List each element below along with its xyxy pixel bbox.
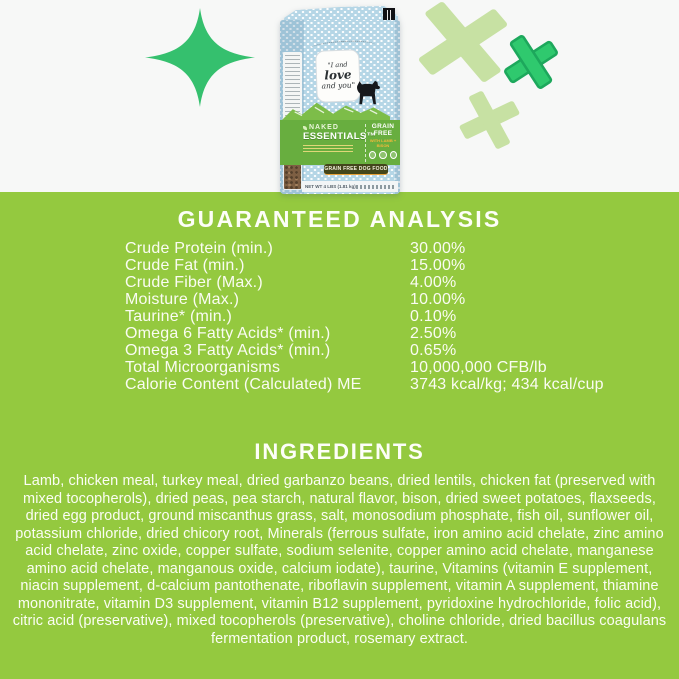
product-line2: ESSENTIALS™	[303, 131, 377, 142]
row-label: Omega 6 Fatty Acids* (min.)	[125, 325, 331, 342]
ingredients-text: Lamb, chicken meal, turkey meal, dried garbanzo beans, dried lentils, chicken fat (preserved with mixed tocopherols), dried peas, pea starch, natural flavor, bison, dried sweet potatoes, flaxseeds, dried egg product, ground miscanthus grass, salt, monosodium phosphate, fish oil, sunflower oil, potassium chloride, dried chicory root, Minerals (ferrous sulfate, iron amino acid chelate, zinc amino acid chelate, zinc oxide, copper sulfate, sodium selenite, copper amino acid chelate, manganese amino acid chelate, manganous oxide, calcium iodate), taurine, Vitamins (vitamin E supplement, niacin supplement, d-calcium pantothenate, riboflavin supplement, vitamin A supplement, thiamine mononitrate, vitamin D3 supplement, vitamin B12 supplement, pyridoxine hydrochloride, folic acid), citric acid (preservative), mixed tocopherols (preservative), choline chloride, dried bacillus coagulans fermentation product, rosemary extract.	[12, 473, 667, 647]
row-label: Crude Fiber (Max.)	[125, 274, 263, 291]
row-value: 10,000,000 CFB/lb	[410, 359, 547, 376]
table-row	[125, 291, 679, 308]
table-row	[125, 308, 679, 325]
product-fine-print	[303, 145, 353, 154]
row-value: 10.00%	[410, 291, 466, 308]
row-value: 0.65%	[410, 342, 457, 359]
claim-title: GRAIN FREE	[371, 123, 395, 137]
table-row	[125, 359, 679, 376]
bag-right-fold	[395, 20, 400, 194]
row-value: 2.50%	[410, 325, 457, 342]
band-divider	[365, 124, 366, 162]
stamp-icon	[379, 151, 386, 159]
stamp-icon	[369, 151, 376, 159]
dog-food-bag	[280, 6, 400, 194]
row-label: Calorie Content (Calculated) ME	[125, 376, 362, 393]
claims	[369, 123, 397, 159]
leaf-icon	[303, 126, 307, 130]
table-row	[125, 376, 679, 393]
row-value: 30.00%	[410, 240, 466, 257]
guaranteed-analysis-title: GUARANTEED ANALYSIS	[177, 206, 502, 232]
ingredients-title: INGREDIENTS	[254, 439, 425, 464]
table-row	[125, 325, 679, 342]
net-strip-fine-print	[356, 185, 395, 189]
stamp-icon	[390, 151, 397, 159]
claim-sub: WITH LAMB + BISON	[369, 138, 397, 148]
x-decoration-large-icon	[413, 0, 513, 88]
row-value: 15.00%	[410, 257, 466, 274]
row-label: Moisture (Max.)	[125, 291, 240, 308]
table-row	[125, 257, 679, 274]
row-value: 0.10%	[410, 308, 457, 325]
grain-free-band: GRAIN FREE DOG FOOD	[324, 164, 388, 175]
brand-text: "I and	[327, 61, 348, 70]
sparkle-icon	[145, 8, 255, 107]
guaranteed-analysis-table	[125, 240, 679, 393]
table-row	[125, 274, 679, 291]
mountains-graphic	[280, 100, 390, 122]
certification-stamps	[369, 151, 397, 159]
net-weight-strip	[302, 181, 398, 192]
row-label: Omega 3 Fatty Acids* (min.)	[125, 342, 331, 359]
brand-text: and you"	[321, 80, 356, 91]
brand-text: love	[324, 67, 352, 83]
x-decoration-bright-icon	[500, 31, 562, 93]
row-label: Taurine* (min.)	[125, 308, 233, 325]
row-value: 3743 kcal/kg; 434 kcal/cup	[410, 376, 604, 393]
bag-green-band	[280, 120, 400, 165]
net-weight-text: NET WT 4 LBS (1.81 kg)	[305, 184, 356, 189]
x-decoration-medium-icon	[454, 86, 525, 155]
product-name	[303, 124, 377, 154]
nutrition-section	[0, 192, 679, 679]
row-label: Crude Fat (min.)	[125, 257, 245, 274]
row-value: 4.00%	[410, 274, 457, 291]
hero-area	[0, 0, 679, 192]
row-label: Total Microorganisms	[125, 359, 281, 376]
table-row	[125, 342, 679, 359]
product-line1: NAKED	[309, 124, 339, 131]
table-row	[125, 240, 679, 257]
row-label: Crude Protein (min.)	[125, 240, 274, 257]
